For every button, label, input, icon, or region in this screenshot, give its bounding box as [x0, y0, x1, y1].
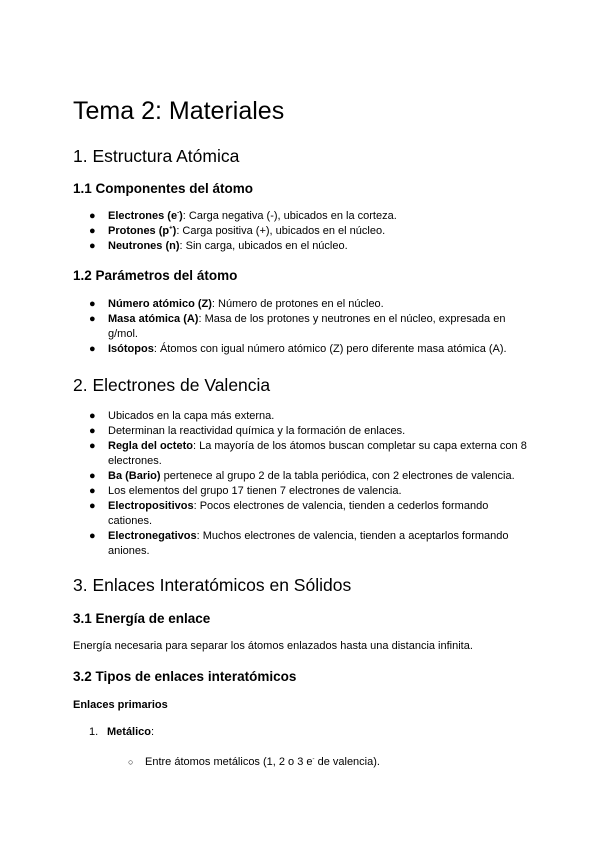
numbered-item	[89, 725, 154, 740]
list-item-text: : Muchos electrones de valencia, tienden a aceptarlos formando aniones.	[108, 530, 509, 557]
list-item	[73, 312, 533, 342]
paragraph-binding-energy: Energía necesaria para separar los átomos enlazados hasta una distancia infinita.	[73, 640, 473, 652]
list-item-term-end: )	[179, 210, 183, 222]
list-item-term: Protones (p	[108, 225, 170, 237]
bullet-icon: ●	[89, 530, 96, 542]
list-item-text-end: de valencia).	[314, 756, 380, 768]
sub-list-item	[128, 755, 380, 770]
list-item-term: Metálico	[107, 726, 152, 738]
list-item-text: :	[151, 726, 155, 738]
bullet-list-components	[73, 209, 533, 254]
list-item-text: : Sin carga, ubicados en el núcleo.	[179, 240, 348, 252]
list-item-term: Número atómico (Z)	[108, 298, 212, 310]
bullet-icon: ●	[89, 313, 96, 325]
list-item-text: Ubicados en la capa más externa.	[108, 410, 275, 422]
list-item-term: Regla del octeto	[108, 440, 193, 452]
list-item-term: Isótopos	[108, 343, 154, 355]
bullet-icon: ●	[89, 470, 96, 482]
list-item-term: Electronegativos	[108, 530, 197, 542]
bullet-list-parameters	[73, 297, 533, 357]
list-item	[73, 342, 533, 357]
bullet-icon: ●	[89, 440, 96, 452]
list-item-text: Entre átomos metálicos (1, 2 o 3 e	[145, 756, 313, 768]
list-item-term: Ba (Bario)	[108, 470, 161, 482]
subsection-heading-1-1: 1.1 Componentes del átomo	[73, 181, 254, 196]
list-item-term-end: )	[172, 225, 177, 237]
page-title: Tema 2: Materiales	[73, 97, 285, 125]
list-item-text: : Número de protones en el núcleo.	[211, 298, 384, 310]
list-item-term: Electropositivos	[108, 500, 194, 512]
bullet-icon: ●	[89, 425, 96, 437]
bullet-icon: ●	[89, 225, 96, 237]
list-item	[73, 224, 533, 239]
list-item	[73, 239, 533, 254]
list-item	[73, 409, 533, 424]
list-item	[73, 297, 533, 312]
list-item-text: Los elementos del grupo 17 tienen 7 electrones de valencia.	[108, 485, 402, 497]
item-number: 1.	[89, 726, 99, 738]
list-item-text: Determinan la reactividad química y la formación de enlaces.	[108, 425, 406, 437]
bullet-icon: ●	[89, 410, 96, 422]
bullet-icon: ●	[89, 298, 96, 310]
superscript: +	[169, 225, 173, 232]
list-item-text: : Átomos con igual número atómico (Z) pero diferente masa atómica (A).	[153, 343, 507, 355]
list-item-text: : Masa de los protones y neutrones en el núcleo, expresada en g/mol.	[108, 313, 506, 340]
bullet-icon: ●	[89, 500, 96, 512]
superscript: -	[177, 210, 180, 217]
section-heading-2: 2. Electrones de Valencia	[73, 375, 271, 395]
subsection-heading-1-2: 1.2 Parámetros del átomo	[73, 268, 238, 283]
bullet-icon: ●	[89, 343, 96, 355]
bullet-icon: ●	[89, 485, 96, 497]
bullet-icon: ●	[89, 240, 96, 252]
list-item-text: : La mayoría de los átomos buscan completar su capa externa con 8 electrones.	[108, 440, 527, 467]
list-item-term: Electrones (e	[108, 210, 178, 222]
list-item	[73, 484, 533, 499]
list-item	[73, 424, 533, 439]
list-item	[73, 499, 533, 529]
list-item-text: : Carga negativa (-), ubicados en la corteza.	[182, 210, 397, 222]
heading-primary-bonds: Enlaces primarios	[73, 699, 168, 711]
list-item	[73, 209, 533, 224]
list-item-text: : Carga positiva (+), ubicados en el núcleo.	[176, 225, 386, 237]
list-item-text: pertenece al grupo 2 de la tabla periódica, con 2 electrones de valencia.	[160, 470, 515, 482]
subsection-heading-3-2: 3.2 Tipos de enlaces interatómicos	[73, 669, 297, 684]
list-item-term: Neutrones (n)	[108, 240, 180, 252]
bullet-icon: ●	[89, 210, 96, 222]
superscript: -	[312, 756, 315, 763]
subsection-heading-3-1: 3.1 Energía de enlace	[73, 611, 211, 626]
list-item	[73, 439, 533, 469]
list-item-term: Masa atómica (A)	[108, 313, 199, 325]
list-item	[73, 529, 533, 559]
section-heading-3: 3. Enlaces Interatómicos en Sólidos	[73, 575, 352, 595]
section-heading-1: 1. Estructura Atómica	[73, 146, 240, 166]
bullet-list-valence	[73, 409, 533, 559]
list-item-text: : Pocos electrones de valencia, tienden a cederlos formando cationes.	[108, 500, 489, 527]
hollow-bullet-icon: ○	[128, 757, 134, 767]
list-item	[73, 469, 533, 484]
